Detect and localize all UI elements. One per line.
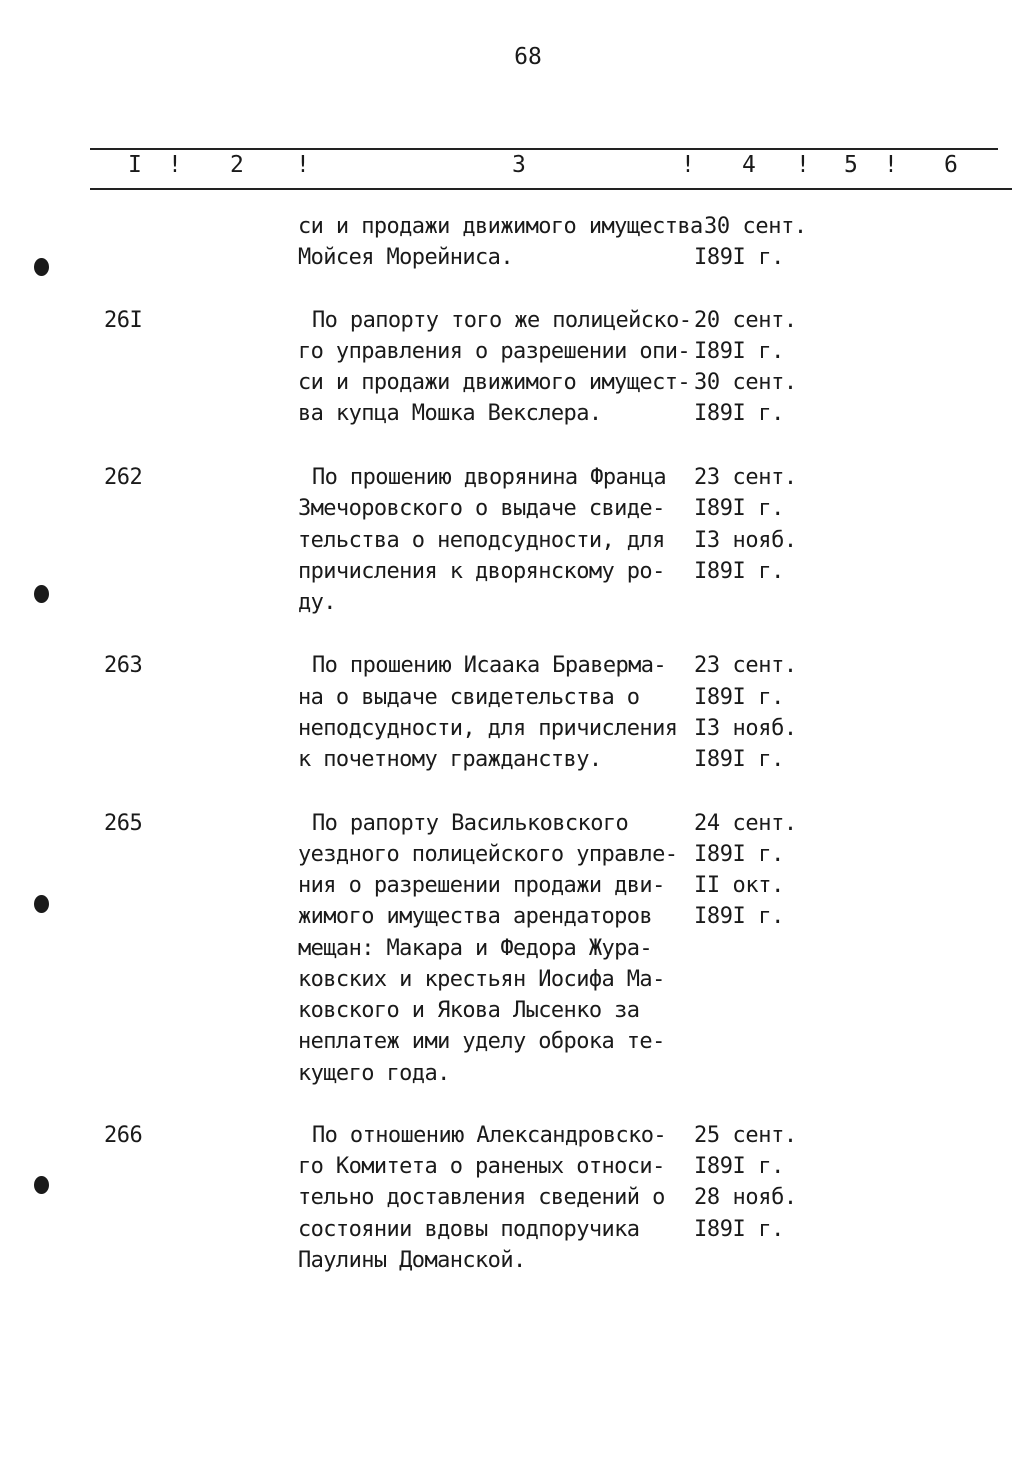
entry-text-line: к почетному гражданству. xyxy=(298,747,602,772)
entry-date: 24 сент. xyxy=(694,811,797,836)
entry-date: 28 нояб. xyxy=(694,1185,797,1210)
column-separator: ! xyxy=(168,152,182,178)
entry-text-line: ду. xyxy=(298,590,336,615)
entry-number: 265 xyxy=(104,811,143,836)
entry-date: 23 сент. xyxy=(694,653,797,678)
entry-text-line: ва купца Мошка Векслера. xyxy=(298,401,602,426)
entry-text-line: си и продажи движимого имущест- xyxy=(298,370,690,395)
entry-date: 30 сент. xyxy=(704,214,807,239)
entry-date: I89I г. xyxy=(694,904,784,929)
entry-date: I89I г. xyxy=(694,559,784,584)
punch-hole xyxy=(34,1176,49,1194)
entry-text-line: си и продажи движимого имущества xyxy=(298,214,703,239)
entry-text-line: жимого имущества арендаторов xyxy=(298,904,653,929)
entry-date: I89I г. xyxy=(694,685,784,710)
column-header-3: 3 xyxy=(512,152,526,178)
entry-text-line: тельства о неподсудности, для xyxy=(298,528,665,553)
entry-text-line: неплатеж ими уделу оброка те- xyxy=(298,1029,665,1054)
entry-text-line: ковского и Якова Лысенко за xyxy=(298,998,640,1023)
entry-text-line: По прошению Исаака Бравермa- xyxy=(312,653,667,678)
entry-text-line: го Комитета о раненых относи- xyxy=(298,1154,665,1179)
column-header-4: 4 xyxy=(742,152,756,178)
entry-date: 20 сент. xyxy=(694,308,797,333)
entry-date: I3 нояб. xyxy=(694,716,797,741)
entry-text-line: кущего года. xyxy=(298,1061,450,1086)
entry-text-line: По отношению Александровско- xyxy=(312,1123,667,1148)
punch-hole xyxy=(34,585,49,603)
entry-number: 26I xyxy=(104,308,143,333)
entry-date: I89I г. xyxy=(694,747,784,772)
entry-text-line: ковских и крестьян Иосифа Ма- xyxy=(298,967,665,992)
entry-date: I89I г. xyxy=(694,842,784,867)
punch-hole xyxy=(34,258,49,276)
entry-text-line: Змечоровского о выдаче свиде- xyxy=(298,496,665,521)
column-header-1: I xyxy=(128,152,142,178)
entry-text-line: По рапорту Васильковского xyxy=(312,811,629,836)
entry-date: I3 нояб. xyxy=(694,528,797,553)
entry-text-line: ния о разрешении продажи дви- xyxy=(298,873,665,898)
entry-text-line: По прошению дворянина Франца xyxy=(312,465,667,490)
column-header-6: 6 xyxy=(944,152,958,178)
entry-text-line: мещан: Макара и Федора Жура- xyxy=(298,936,653,961)
entry-text-line: состоянии вдовы подпоручика xyxy=(298,1217,640,1242)
column-separator: ! xyxy=(884,152,898,178)
entry-number: 266 xyxy=(104,1123,143,1148)
entry-number: 263 xyxy=(104,653,143,678)
column-header-5: 5 xyxy=(844,152,858,178)
page-number: 68 xyxy=(514,44,542,70)
column-separator: ! xyxy=(796,152,810,178)
entry-text-line: По рапорту того же полицейско- xyxy=(312,308,692,333)
column-header-2: 2 xyxy=(230,152,244,178)
column-separator: ! xyxy=(296,152,310,178)
entry-date: 25 сент. xyxy=(694,1123,797,1148)
entry-date: 23 сент. xyxy=(694,465,797,490)
entry-text-line: Паулины Доманской. xyxy=(298,1248,526,1273)
entry-date: I89I г. xyxy=(694,245,784,270)
column-separator: ! xyxy=(681,152,695,178)
entry-text-line: причисления к дворянскому ро- xyxy=(298,559,665,584)
header-top-rule xyxy=(90,148,998,150)
entry-date: I89I г. xyxy=(694,496,784,521)
entry-number: 262 xyxy=(104,465,143,490)
entry-text-line: Мойсея Морейниса. xyxy=(298,245,513,270)
entry-text-line: уездного полицейского управле- xyxy=(298,842,678,867)
punch-hole xyxy=(34,895,49,913)
entry-date: II окт. xyxy=(694,873,784,898)
header-bottom-rule xyxy=(90,188,1012,190)
entry-text-line: го управления о разрешении опи- xyxy=(298,339,690,364)
entry-date: 30 сент. xyxy=(694,370,797,395)
entry-date: I89I г. xyxy=(694,339,784,364)
entry-text-line: на о выдаче свидетельства о xyxy=(298,685,640,710)
entry-date: I89I г. xyxy=(694,1217,784,1242)
entry-text-line: тельно доставления сведений о xyxy=(298,1185,665,1210)
entry-date: I89I г. xyxy=(694,401,784,426)
entry-date: I89I г. xyxy=(694,1154,784,1179)
entry-text-line: неподсудности, для причисления xyxy=(298,716,678,741)
